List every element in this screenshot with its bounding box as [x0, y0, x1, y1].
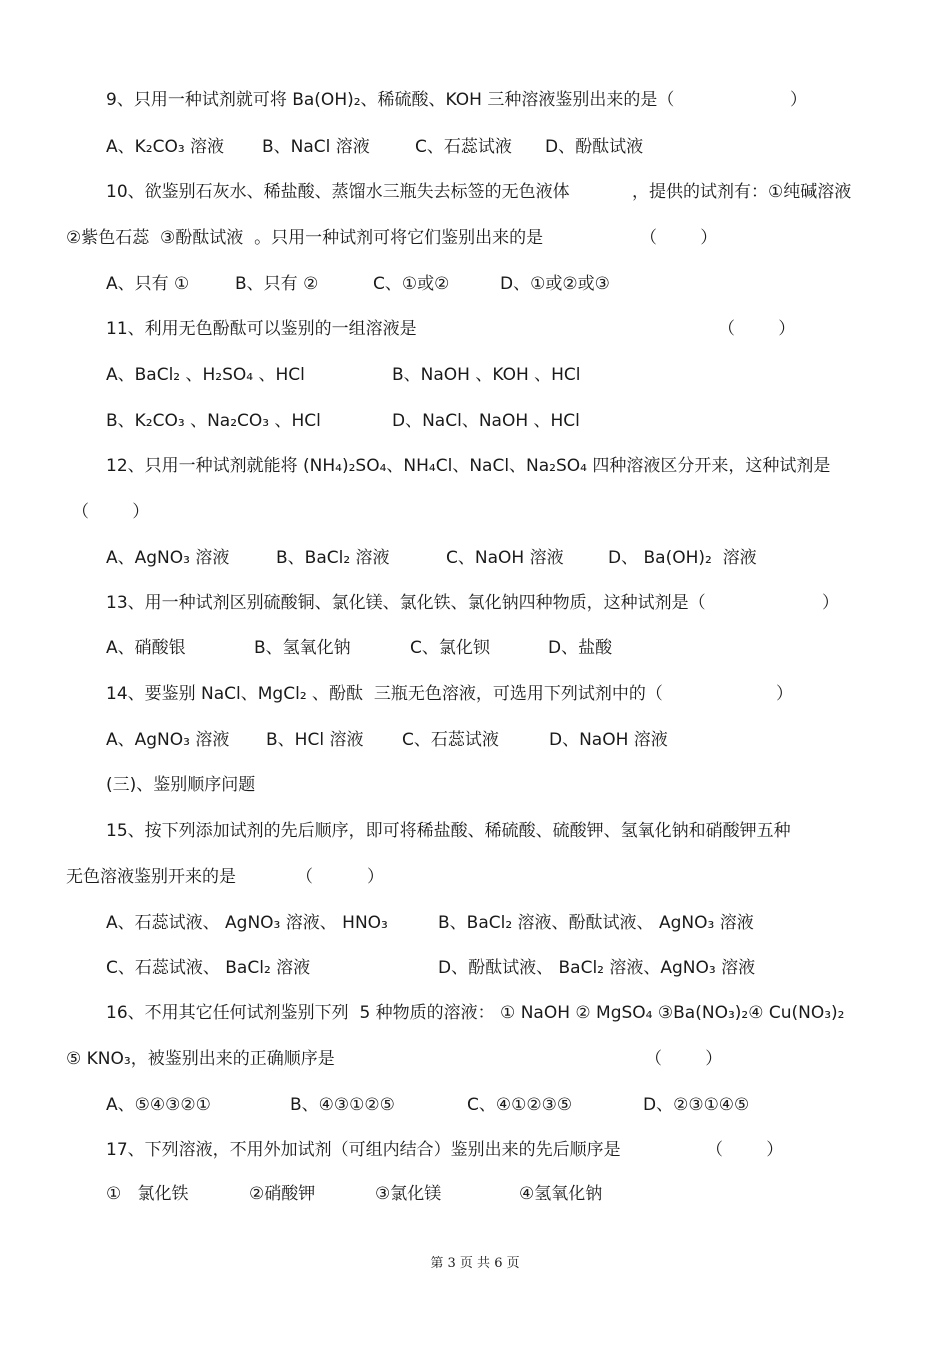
question-9-stem: 9、只用一种试剂就可将 Ba(OH)₂、稀硫酸、KOH 三种溶液鉴别出来的是（	[106, 90, 675, 110]
question-17-item-1: ① 氯化铁	[106, 1184, 189, 1204]
question-17-paren: （ ）	[706, 1140, 784, 1160]
question-11-option-b2: B、K₂CO₃ 、Na₂CO₃ 、HCl	[106, 411, 321, 431]
question-11-stem: 11、利用无色酚酞可以鉴别的一组溶液是	[106, 319, 417, 339]
question-10-option-b: B、只有 ②	[235, 274, 319, 294]
question-15-option-d: D、酚酞试液、 BaCl₂ 溶液、AgNO₃ 溶液	[438, 958, 756, 978]
question-15-stem-line1: 15、按下列添加试剂的先后顺序，即可将稀盐酸、稀硫酸、硫酸钾、氢氧化钠和硝酸钾五种	[106, 821, 791, 841]
question-14-option-d: D、NaOH 溶液	[549, 730, 668, 750]
question-16-option-c: C、④①②③⑤	[467, 1095, 573, 1115]
question-12-paren: （ ）	[72, 502, 150, 522]
question-10-paren: （ ）	[640, 228, 718, 248]
question-13-option-a: A、硝酸银	[106, 638, 186, 658]
question-14-option-a: A、AgNO₃ 溶液	[106, 730, 230, 750]
question-10-stem-line2: ②紫色石蕊 ③酚酞试液 。只用一种试剂可将它们鉴别出来的是	[66, 228, 544, 248]
question-17-item-3: ③氯化镁	[375, 1184, 442, 1204]
question-14-option-b: B、HCl 溶液	[266, 730, 364, 750]
question-12-option-d: D、 Ba(OH)₂ 溶液	[608, 548, 757, 568]
question-17-stem: 17、下列溶液，不用外加试剂（可组内结合）鉴别出来的先后顺序是	[106, 1140, 621, 1160]
question-16-option-d: D、②③①④⑤	[643, 1095, 750, 1115]
question-14-option-c: C、石蕊试液	[402, 730, 499, 750]
question-11-paren: （ ）	[718, 319, 796, 339]
question-10-option-d: D、①或②或③	[500, 274, 610, 294]
question-12-option-c: C、NaOH 溶液	[446, 548, 564, 568]
question-15-stem-line2: 无色溶液鉴别开来的是	[66, 867, 236, 887]
question-17-item-2: ②硝酸钾	[249, 1184, 316, 1204]
question-14-stem: 14、要鉴别 NaCl、MgCl₂ 、酚酞 三瓶无色溶液，可选用下列试剂中的（	[106, 684, 663, 704]
question-9-option-d: D、酚酞试液	[545, 137, 644, 157]
question-10-option-c: C、①或②	[373, 274, 450, 294]
question-15-option-b: B、BaCl₂ 溶液、酚酞试液、 AgNO₃ 溶液	[438, 913, 754, 933]
question-16-paren: （ ）	[645, 1049, 723, 1069]
question-12-option-b: B、BaCl₂ 溶液	[276, 548, 390, 568]
question-13-option-c: C、氯化钡	[410, 638, 490, 658]
question-12-option-a: A、AgNO₃ 溶液	[106, 548, 230, 568]
question-13-option-b: B、氢氧化钠	[254, 638, 351, 658]
question-13-option-d: D、盐酸	[548, 638, 613, 658]
question-15-paren: （ ）	[296, 867, 385, 887]
page-footer: 第 3 页 共 6 页	[430, 1256, 520, 1271]
question-9-paren: ）	[790, 90, 807, 110]
question-16-stem-line2: ⑤ KNO₃，被鉴别出来的正确顺序是	[66, 1049, 335, 1069]
question-12-stem: 12、只用一种试剂就能将 (NH₄)₂SO₄、NH₄Cl、NaCl、Na₂SO₄ 四种溶液区分开来，这种试剂是	[106, 456, 831, 476]
question-16-option-b: B、④③①②⑤	[290, 1095, 395, 1115]
question-13-stem: 13、用一种试剂区别硫酸铜、氯化镁、氯化铁、氯化钠四种物质，这种试剂是（	[106, 593, 706, 613]
question-10-stem-line1: 10、欲鉴别石灰水、稀盐酸、蒸馏水三瓶失去标签的无色液体	[106, 182, 570, 202]
question-11-option-a: A、BaCl₂ 、H₂SO₄ 、HCl	[106, 365, 305, 385]
question-9-option-c: C、石蕊试液	[415, 137, 512, 157]
question-15-option-c: C、石蕊试液、 BaCl₂ 溶液	[106, 958, 311, 978]
question-11-option-d: D、NaCl、NaOH 、HCl	[392, 411, 580, 431]
question-17-item-4: ④氢氧化钠	[519, 1184, 603, 1204]
question-16-option-a: A、⑤④③②①	[106, 1095, 211, 1115]
question-15-option-a: A、石蕊试液、 AgNO₃ 溶液、 HNO₃	[106, 913, 388, 933]
question-9-option-b: B、NaCl 溶液	[262, 137, 370, 157]
question-10-stem-line1b: ，提供的试剂有：①纯碱溶液	[632, 182, 852, 202]
section-heading: (三)、鉴别顺序问题	[106, 775, 256, 795]
question-14-paren: ）	[776, 684, 793, 704]
question-16-stem-line1: 16、不用其它任何试剂鉴别下列 5 种物质的溶液： ① NaOH ② MgSO₄ ③Ba(NO₃)₂④ Cu(NO₃)₂	[106, 1003, 845, 1023]
question-11-option-b: B、NaOH 、KOH 、HCl	[392, 365, 581, 385]
question-9-option-a: A、K₂CO₃ 溶液	[106, 137, 225, 157]
question-10-option-a: A、只有 ①	[106, 274, 190, 294]
question-13-paren: ）	[822, 593, 839, 613]
